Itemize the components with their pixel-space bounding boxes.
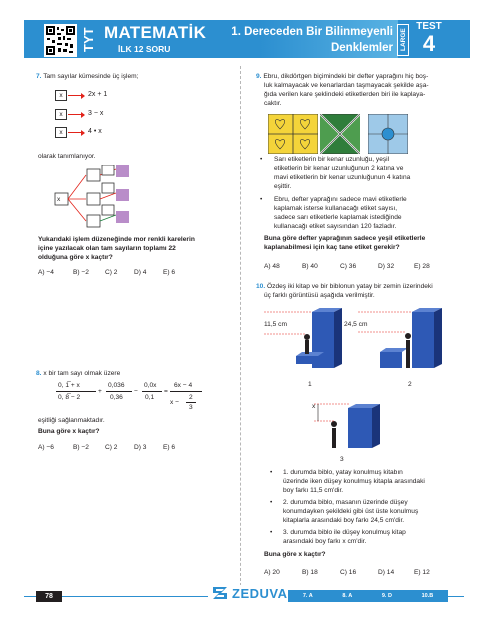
- q7-intro-text: Tam sayılar kümesinde üç işlem;: [43, 73, 139, 80]
- q7-op2-arrow: [68, 114, 84, 115]
- zeduva-logo-icon: [212, 585, 228, 601]
- q8-frac1-bar: [56, 391, 96, 392]
- q8-choice-d[interactable]: D) 3: [134, 444, 147, 451]
- q8-frac4-num: 6x − 4: [174, 382, 193, 389]
- q8-frac2-den: 0,36: [110, 394, 123, 401]
- q7-arrow-e: [100, 193, 116, 199]
- q9-intro-line2: luk kalmayacak ve kenarlardan taşmayacak şekilde aşa-: [264, 82, 429, 89]
- q7-machine-diagram: [40, 165, 190, 229]
- q7-choice-a[interactable]: A) −4: [38, 269, 54, 276]
- q8-number: 8.: [36, 370, 42, 377]
- q9-intro-text1: Ebru, dikdörtgen biçimindeki bir defter yaprağını hiç boş-: [263, 73, 429, 80]
- q10-number: 10.: [256, 283, 266, 290]
- q10-figure-3: [306, 388, 396, 454]
- q10-x-label: x: [312, 403, 316, 410]
- q8-frac3-num: 0,0x: [144, 382, 157, 389]
- q10-intro-line2: üç farklı görüntüsü aşağıda verilmiştir.: [264, 292, 375, 299]
- q7-question-line3: olduğuna göre x kaçtır?: [38, 254, 113, 261]
- q10-bullet1-line3: boy farkı 11,5 cm'dir.: [283, 487, 344, 494]
- q9-bullet1-line2: etiketlerin bir kenar uzunluğunun 2 katına ve: [274, 165, 404, 172]
- q10-fig3-num: 3: [340, 456, 344, 463]
- q9-choice-b[interactable]: B) 40: [302, 263, 318, 270]
- q10-question: Buna göre x kaçtır?: [264, 551, 326, 558]
- q7-mid-box-1: [102, 165, 114, 175]
- q9-choice-e[interactable]: E) 28: [414, 263, 430, 270]
- brand-name: ZEDUVA: [232, 585, 288, 601]
- q7-number: 7.: [36, 73, 42, 80]
- q8-question: Buna göre x kaçtır?: [38, 428, 100, 435]
- q9-intro-line3: ğıda verilen kare şeklindeki etiketlerden biri ile kaplaya-: [264, 91, 426, 98]
- topic-title-line1: 1. Dereceden Bir Bilinmeyenli: [231, 26, 393, 38]
- q10-choice-c[interactable]: C) 16: [340, 569, 357, 576]
- q10-label-1: 11,5 cm: [264, 321, 287, 328]
- q9-yellow-label: [268, 114, 318, 154]
- q7-purple-box-2: [116, 189, 129, 201]
- q7-op2-label: 3 − x: [88, 110, 104, 117]
- q7-mid-box-2: [102, 183, 114, 193]
- q10-label-2: 24,5 cm: [344, 321, 368, 328]
- q9-blue-label: [368, 114, 408, 154]
- q9-bullet2-dot: •: [260, 196, 263, 203]
- q7-choice-b[interactable]: B) −2: [73, 269, 89, 276]
- q9-choice-c[interactable]: C) 36: [340, 263, 357, 270]
- answer-key: [288, 590, 448, 602]
- q7-question-line1: Yukarıdaki işlem düzeneğinde mor renkli karelerin: [38, 236, 195, 243]
- q7-choice-e[interactable]: E) 6: [163, 269, 176, 276]
- q8-frac1-den: 0, 8̅ − 2: [58, 394, 81, 401]
- q7-op3-box: x: [55, 127, 67, 138]
- q7-op2-box: x: [55, 109, 67, 120]
- q7-box-a: [87, 169, 100, 181]
- q7-mid-box-3: [102, 205, 114, 215]
- q7-choice-c[interactable]: C) 2: [105, 269, 118, 276]
- q8-intro-text: x bir tam sayı olmak üzere: [43, 370, 121, 377]
- q9-number: 9.: [256, 73, 262, 80]
- q9-bullet2-line2: kaplamak isterse kullanacağı etiket sayısı,: [274, 205, 398, 212]
- q7-diagram-x: x: [57, 196, 61, 203]
- exam-tag: TYT: [81, 27, 96, 53]
- q7-intro: [36, 72, 139, 81]
- q9-bullet1-dot: •: [260, 156, 263, 163]
- q8-choice-a[interactable]: A) −6: [38, 444, 54, 451]
- q10-bullet2-dot: •: [270, 499, 273, 506]
- q9-intro-line4: caktır.: [264, 100, 282, 107]
- q10-bullet3-dot: •: [270, 529, 273, 536]
- q9-choice-a[interactable]: A) 48: [264, 263, 280, 270]
- q7-op1-box: x: [55, 90, 67, 101]
- q10-fig1-num: 1: [308, 381, 312, 388]
- series-tag: LARGE: [397, 24, 409, 56]
- q7-op3-arrow: [68, 132, 84, 133]
- test-number: 4: [422, 31, 436, 56]
- q8-frac4-den-den: 3: [189, 404, 193, 411]
- q10-bullet2-line2: konumdayken şekildeki gibi üst üste konulmuş: [283, 508, 419, 515]
- q9-question-line1: Buna göre defter yaprağının sadece yeşil etiketlerle: [264, 235, 426, 242]
- q8-frac4-bar: [170, 391, 202, 392]
- q9-bullet1-line1: Sarı etiketlerin bir kenar uzunluğu, yeşil: [274, 156, 390, 163]
- q7-arrow-c: [68, 199, 86, 221]
- q10-choice-d[interactable]: D) 14: [378, 569, 395, 576]
- q8-frac1-num: 0, 1̅ + x: [58, 382, 80, 389]
- answer-q7: 7. A: [302, 593, 313, 599]
- q10-bullet2-line1: 2. durumda biblo, masanın üzerinde düşey: [283, 499, 408, 506]
- q10-intro-text1: Özdeş iki kitap ve bir biblonun yatay bir zemin üzerindeki: [267, 283, 433, 290]
- q7-op3-label: 4 • x: [88, 128, 102, 135]
- q7-question-line2: içine yazılacak olan tam sayıların toplamı 22: [38, 245, 176, 252]
- q8-frac3-bar: [142, 391, 162, 392]
- q7-purple-box-1: [116, 165, 129, 177]
- q9-bullet2-line1: Ebru, defter yaprağını sadece mavi etiketlerle: [274, 196, 407, 203]
- q9-bullet1-line3: mavi etiketlerin bir kenar uzunluğunun 4 katına: [274, 174, 411, 181]
- q9-bullet1-line4: eşittir.: [274, 183, 292, 190]
- qr-code-icon[interactable]: [44, 24, 77, 57]
- q10-bullet1-line1: 1. durumda biblo, yatay konulmuş kitabın: [283, 469, 403, 476]
- q8-plus: +: [98, 388, 102, 395]
- q10-bullet3-line1: 3. durumda biblo ile düşey konulmuş kitap: [283, 529, 406, 536]
- q10-intro-line1: [256, 282, 433, 291]
- q8-intro: [36, 369, 120, 378]
- q9-question-line2: kaplanabilmesi için kaç tane etiket gerekir?: [264, 244, 400, 251]
- q10-bullet1-line2: üzerinde iken düşey konulmuş kitapla arasındaki: [283, 478, 425, 485]
- q9-intro-line1: [256, 72, 428, 81]
- q8-frac4-den-num: 2: [189, 394, 193, 401]
- q8-frac2-bar: [106, 391, 132, 392]
- q7-op1-arrow: [68, 95, 84, 96]
- q10-bullet3-line2: arasındaki boy farkı x cm'dir.: [283, 538, 367, 545]
- q8-minus: −: [134, 388, 138, 395]
- q9-green-label: [320, 114, 360, 154]
- q7-arrow-a: [68, 175, 86, 199]
- subject-title: MATEMATİK: [104, 23, 207, 42]
- q8-choice-b[interactable]: B) −2: [73, 444, 89, 451]
- q8-after: eşitliği sağlanmaktadır.: [38, 417, 105, 424]
- page-number: 78: [36, 591, 62, 602]
- brand-logo: [208, 585, 291, 601]
- q7-op1-label: 2x + 1: [88, 91, 108, 98]
- q10-figures-1-2: [262, 304, 452, 376]
- subject-subtitle: İLK 12 SORU: [118, 44, 171, 54]
- q8-equals: =: [164, 388, 168, 395]
- q8-choice-c[interactable]: C) 2: [105, 444, 118, 451]
- q10-choice-a[interactable]: A) 20: [264, 569, 280, 576]
- q7-choice-d[interactable]: D) 4: [134, 269, 147, 276]
- q10-choice-b[interactable]: B) 18: [302, 569, 318, 576]
- test-label: TEST: [416, 21, 442, 32]
- q8-frac3-den: 0,1: [145, 394, 155, 401]
- topic-title-line2: Denklemler: [330, 42, 393, 54]
- q7-arrow-f: [100, 215, 116, 221]
- q8-frac2-num: 0,036: [108, 382, 125, 389]
- column-divider: [240, 66, 241, 586]
- q10-bullet1-dot: •: [270, 469, 273, 476]
- q7-defined: olarak tanımlanıyor.: [38, 153, 96, 160]
- answer-q10: 10.B: [421, 593, 434, 599]
- q7-box-c: [87, 215, 100, 227]
- q7-box-b: [87, 193, 100, 205]
- q10-fig2-num: 2: [408, 381, 412, 388]
- q7-purple-box-3: [116, 211, 129, 223]
- answer-q9: 9. D: [381, 593, 392, 599]
- page-header: [0, 0, 480, 62]
- q9-bullet2-line3: sadece sarı etiketlerle kaplamak istediğinde: [274, 214, 402, 221]
- q10-choice-e[interactable]: E) 12: [414, 569, 430, 576]
- q9-bullet2-line4: kullanacağı etiket sayısından 120 fazladır.: [274, 223, 397, 230]
- q8-choice-e[interactable]: E) 6: [163, 444, 176, 451]
- q10-bullet2-line3: kitaplarla arasındaki boy farkı 24,5 cm'dir.: [283, 517, 405, 524]
- q8-frac4-den-left: x −: [170, 399, 179, 406]
- q9-choice-d[interactable]: D) 32: [378, 263, 395, 270]
- answer-q8: 8. A: [342, 593, 353, 599]
